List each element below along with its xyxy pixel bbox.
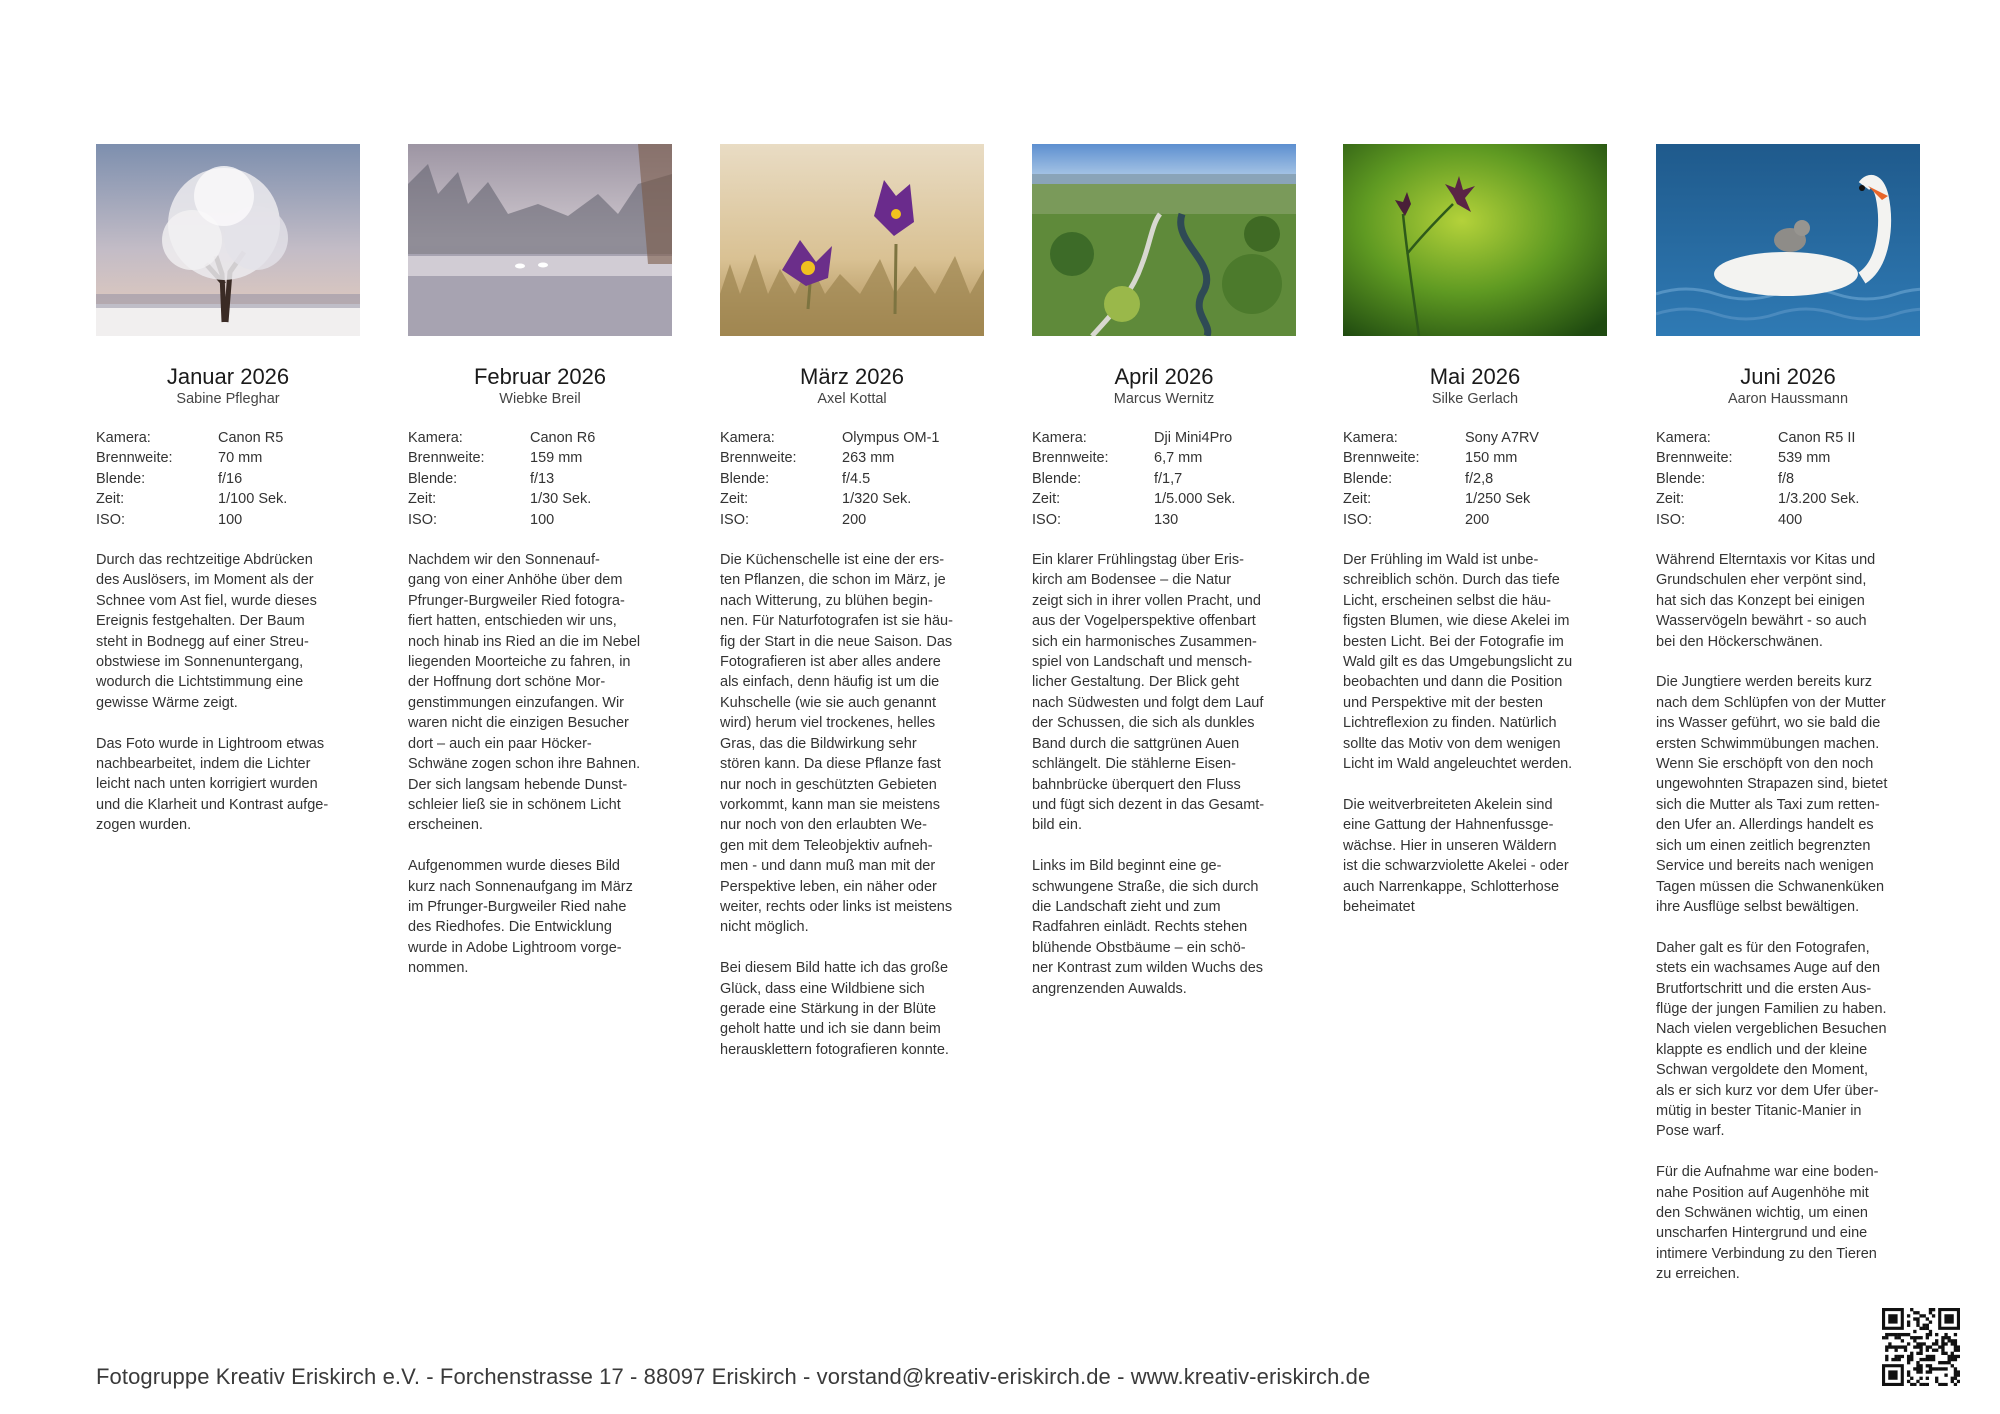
camera-specs xyxy=(1656,428,1920,530)
spec-value: 100 xyxy=(530,511,555,528)
spec-value: 1/5.000 Sek. xyxy=(1154,491,1236,508)
spec-label: Kamera: xyxy=(1656,430,1711,446)
month-februar xyxy=(408,144,672,999)
spec-value: 70 mm xyxy=(218,450,263,467)
spec-value: 159 mm xyxy=(530,450,583,467)
photographer-name: Axel Kottal xyxy=(817,391,887,407)
photographer-name: Aaron Haussmann xyxy=(1727,391,1849,407)
spec-row xyxy=(1343,469,1607,489)
spec-value: 200 xyxy=(842,511,867,528)
spec-label: ISO: xyxy=(1032,511,1062,528)
spec-label: Brennweite: xyxy=(1656,450,1733,467)
month-title: Februar 2026 xyxy=(473,364,607,389)
spec-row xyxy=(1343,428,1607,448)
spec-row xyxy=(1343,510,1607,530)
swan-with-cygnet-photo xyxy=(1656,144,1920,336)
spec-row xyxy=(1343,448,1607,468)
photographer-name: Silke Gerlach xyxy=(1431,391,1519,407)
spec-label: Kamera: xyxy=(408,430,463,446)
spec-row xyxy=(408,510,672,530)
spec-label: Brennweite: xyxy=(408,450,485,467)
columbine-flower-photo xyxy=(1343,144,1607,336)
spec-value: 1/100 Sek. xyxy=(218,491,288,508)
description-paragraph: Ein klarer Frühlingstag über Eris- kirch am Bodensee – die Natur zeigt sich in ihrer vollen Pracht, und aus der Vogelperspektive offenbart sich ein harmonisches Zusammen- spiel von Landschaft und mensch- licher Gestaltung. Der Blick geht nach Südwesten und folgt dem Lauf der Schussen, die sich als dunkles Band durch die sattgrünen Auen schlängelt. Die stählerne Eisen- bahnbrücke überquert den Fluss und fügt sich dezent in das Gesamt- bild ein. xyxy=(1032,552,1265,834)
spec-row xyxy=(1032,469,1296,489)
photo-description xyxy=(1343,550,1607,917)
spec-row xyxy=(408,448,672,468)
spec-label: Zeit: xyxy=(1656,491,1685,508)
spec-value: 539 mm xyxy=(1778,450,1831,467)
spec-label: Blende: xyxy=(720,470,770,487)
spec-row xyxy=(1032,510,1296,530)
description-paragraph: Für die Aufnahme war eine boden- nahe Position auf Augenhöhe mit den Schwänen wichtig, um einen unscharfen Hintergrund und eine intimere Verbindung zu den Tieren zu erreichen. xyxy=(1656,1164,1879,1283)
spec-row xyxy=(96,448,360,468)
spec-row xyxy=(1656,489,1920,509)
spec-row xyxy=(720,489,984,509)
spec-value: f/2,8 xyxy=(1465,470,1494,487)
spec-label: Zeit: xyxy=(96,491,125,508)
spec-row xyxy=(408,489,672,509)
spec-row xyxy=(96,469,360,489)
spec-value: f/1,7 xyxy=(1154,470,1183,487)
photographer-name: Marcus Wernitz xyxy=(1113,391,1215,407)
spec-row xyxy=(1032,428,1296,448)
month-mai xyxy=(1343,144,1607,938)
spec-value: Canon R5 xyxy=(218,430,284,446)
camera-specs xyxy=(1343,428,1607,530)
spec-label: Brennweite: xyxy=(1032,450,1109,467)
description-paragraph: Aufgenommen wurde dieses Bild kurz nach Sonnenaufgang im März im Pfrunger-Burgweiler Ried nahe des Riedhofes. Die Entwicklung wurde in Adobe Lightroom vorge- nommen. xyxy=(408,858,633,977)
description-paragraph: Daher galt es für den Fotografen, stets ein wachsames Auge auf den Brutfortschritt und die ersten Aus- flüge der jungen Familien zu haben. Nach vielen vergeblichen Besuchen klappte es endlich und der kleine Schwan vergoldete den Moment, als er sich kurz vor dem Ufer über- mütig in bester Titanic-Manier in Pose warf. xyxy=(1656,939,1887,1140)
description-paragraph: Die Jungtiere werden bereits kurz nach dem Schlüpfen von der Mutter ins Wasser geführt, wo sie bald die ersten Schwimmübungen machen. Wenn Sie erschöpft von den noch ungewohnten Strapazen sind, bietet sich die Mutter als Taxi zum retten- den Ufer an. Allerdings handelt es sich um einen zeitlich begrenzten Service und bereits nach wenigen Tagen müssen die Schwanenküken ihre Ausflüge selbst bewältigen. xyxy=(1656,674,1888,915)
spec-row xyxy=(720,448,984,468)
description-paragraph: Durch das rechtzeitige Abdrücken des Auslösers, im Moment als der Schnee vom Ast fiel, wurde dieses Ereignis festgehalten. Der Baum steht in Bodnegg auf einer Streu- obstwiese im Sonnenuntergang, wodurch die Lichtstimmung eine gewisse Wärme zeigt. xyxy=(96,552,317,711)
spec-row xyxy=(720,510,984,530)
spec-value: 1/320 Sek. xyxy=(842,491,912,508)
spec-value: 6,7 mm xyxy=(1154,450,1203,467)
spec-row xyxy=(720,469,984,489)
spec-value: 1/3.200 Sek. xyxy=(1778,491,1860,508)
spec-row xyxy=(96,489,360,509)
photographer-name: Wiebke Breil xyxy=(499,391,581,407)
spec-row xyxy=(1656,510,1920,530)
month-title: April 2026 xyxy=(1114,364,1214,389)
spec-value: 100 xyxy=(218,511,243,528)
spec-value: 130 xyxy=(1154,511,1179,528)
spec-value: Canon R5 II xyxy=(1778,430,1856,446)
pasque-flower-photo xyxy=(720,144,984,336)
spec-value: 400 xyxy=(1778,511,1803,528)
spec-row xyxy=(1343,489,1607,509)
spec-label: Blende: xyxy=(408,470,458,487)
description-paragraph: Nachdem wir den Sonnenauf- gang von einer Anhöhe über dem Pfrunger-Burgweiler Ried fotogra- fiert hatten, entschieden wir uns, noch hinab ins Ried an die im Nebel liegenden Moorteiche zu fahren, in der Hoffnung dort schöne Mor- genstimmungen einzufangen. Wir waren nicht die einzigen Besucher dort – auch ein paar Höcker- Schwäne zogen schon ihre Bahnen. Der sich langsam hebende Dunst- schleier ließ sie in schönem Licht erscheinen. xyxy=(408,552,641,834)
spec-row xyxy=(1656,469,1920,489)
spec-label: Blende: xyxy=(1343,470,1393,487)
spec-label: Blende: xyxy=(1656,470,1706,487)
photo-description xyxy=(408,550,672,979)
spec-label: Zeit: xyxy=(720,491,749,508)
spec-label: Kamera: xyxy=(96,430,151,446)
spec-row xyxy=(1032,489,1296,509)
camera-specs xyxy=(96,428,360,530)
photo-description xyxy=(720,550,984,1060)
spec-label: ISO: xyxy=(408,511,438,528)
spec-label: ISO: xyxy=(1343,511,1373,528)
spec-row xyxy=(96,510,360,530)
camera-specs xyxy=(1032,428,1296,530)
spec-row xyxy=(408,469,672,489)
spec-value: 1/250 Sek xyxy=(1465,491,1531,508)
photo-description xyxy=(96,550,360,836)
month-title: Juni 2026 xyxy=(1740,364,1836,389)
spec-value: 1/30 Sek. xyxy=(530,491,592,508)
spec-row xyxy=(720,428,984,448)
spec-value: Canon R6 xyxy=(530,430,596,446)
description-paragraph: Während Elterntaxis vor Kitas und Grundschulen eher verpönt sind, hat sich das Konzept bei einigen Wasservögeln bewährt - so auch bei den Höckerschwänen. xyxy=(1656,552,1876,650)
month-title: März 2026 xyxy=(800,364,904,389)
spec-label: ISO: xyxy=(1656,511,1686,528)
photographer-name: Sabine Pfleghar xyxy=(176,391,280,407)
spec-label: ISO: xyxy=(720,511,750,528)
spec-value: 263 mm xyxy=(842,450,895,467)
description-paragraph: Der Frühling im Wald ist unbe- schreiblich schön. Durch das tiefe Licht, erscheinen selbst die häu- figsten Blumen, wie diese Akelei im besten Licht. Bei der Fotografie im Wald gilt es das Umgebungslicht zu beobachten und dann die Position und Perspektive mit der besten Lichtreflexion zu finden. Natürlich sollte das Motiv von dem wenigen Licht im Wald angeleuchtet werden. xyxy=(1343,552,1573,773)
description-paragraph: Das Foto wurde in Lightroom etwas nachbearbeitet, indem die Lichter leicht nach unten korrigiert wurden und die Klarheit und Kontrast aufge- zogen wurden. xyxy=(96,735,329,834)
camera-specs xyxy=(408,428,672,530)
spec-label: ISO: xyxy=(96,511,126,528)
spec-row xyxy=(1032,448,1296,468)
spec-label: Brennweite: xyxy=(96,450,173,467)
month-april xyxy=(1032,144,1296,1019)
spec-label: Blende: xyxy=(96,470,146,487)
spec-label: Kamera: xyxy=(1032,430,1087,446)
spec-value: f/4.5 xyxy=(842,470,871,487)
spec-label: Brennweite: xyxy=(1343,450,1420,467)
spec-row xyxy=(96,428,360,448)
spec-label: Zeit: xyxy=(1343,491,1372,508)
spec-label: Zeit: xyxy=(408,491,437,508)
aerial-landscape-photo xyxy=(1032,144,1296,336)
spec-row xyxy=(1656,448,1920,468)
spec-value: f/16 xyxy=(218,470,243,487)
spec-label: Kamera: xyxy=(1343,430,1398,446)
misty-lake-swans-photo xyxy=(408,144,672,336)
spec-value: 200 xyxy=(1465,511,1490,528)
spec-value: f/8 xyxy=(1778,470,1795,487)
spec-value: Olympus OM-1 xyxy=(842,430,940,446)
camera-specs xyxy=(720,428,984,530)
spec-row xyxy=(408,428,672,448)
description-paragraph: Bei diesem Bild hatte ich das große Glück, dass eine Wildbiene sich gerade eine Stärkung in der Blüte geholt hatte und ich sie dann beim herausklettern fotografieren konnte. xyxy=(720,960,949,1058)
description-paragraph: Die weitverbreiteten Akelein sind eine Gattung der Hahnenfussge- wächse. Hier in unseren Wäldern ist die schwarzviolette Akelei - oder auch Narrenkappe, Schlotterhose beheimatet xyxy=(1343,796,1569,915)
spec-value: Dji Mini4Pro xyxy=(1154,430,1233,446)
photo-description xyxy=(1032,550,1296,999)
spec-value: Sony A7RV xyxy=(1465,430,1539,446)
description-paragraph: Die Küchenschelle ist eine der ers- ten Pflanzen, die schon im März, je nach Witterung, zu blühen begin- nen. Für Naturfotografen ist sie häu- fig der Start in die neue Saison. Das Fotografieren ist aber alles andere als einfach, denn häufig ist um die Kuhschelle (wie sie auch genannt wird) herum viel trockenes, helles Gras, das die Bildwirkung sehr stören kann. Da diese Pflanze fast nur noch in geschützten Gebieten vorkommt, kann man sie meistens nur noch von den erlaubten We- gen mit dem Teleobjektiv aufneh- men - und dann muß man mit der Perspektive leben, ein näher oder weiter, rechts oder links ist meistens nicht möglich. xyxy=(720,552,953,936)
qr-code-icon[interactable] xyxy=(1882,1308,1960,1386)
footer-contact-line: Fotogruppe Kreativ Eriskirch e.V. - Forchenstrasse 17 - 88097 Eriskirch - vorstand@kreativ-eriskirch.de - www.kreativ-eriskirch.de xyxy=(96,1364,1371,1389)
spec-label: Brennweite: xyxy=(720,450,797,467)
month-title: Mai 2026 xyxy=(1429,364,1521,389)
spec-value: 150 mm xyxy=(1465,450,1518,467)
spec-row xyxy=(1656,428,1920,448)
month-juni xyxy=(1656,144,1920,1305)
month-title: Januar 2026 xyxy=(166,364,290,389)
spec-label: Kamera: xyxy=(720,430,775,446)
spec-value: f/13 xyxy=(530,470,555,487)
photo-description xyxy=(1656,550,1920,1285)
description-paragraph: Links im Bild beginnt eine ge- schwungene Straße, die sich durch die Landschaft zieht und zum Radfahren einlädt. Rechts stehen blühende Obstbäume – ein schö- ner Kontrast zum wilden Wuchs des angrenzenden Auwalds. xyxy=(1032,858,1264,997)
month-maerz xyxy=(720,144,984,1081)
snowy-tree-photo xyxy=(96,144,360,336)
month-januar xyxy=(96,144,360,856)
spec-label: Zeit: xyxy=(1032,491,1061,508)
spec-label: Blende: xyxy=(1032,470,1082,487)
